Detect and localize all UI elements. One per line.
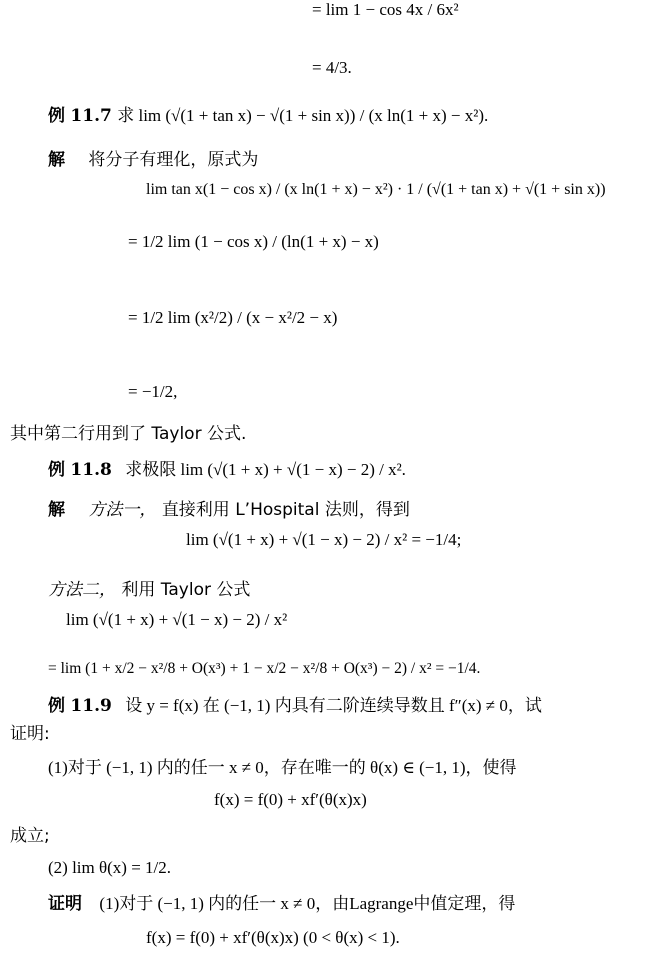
formula-line-4 [128, 232, 379, 252]
formula-line-11 [146, 928, 400, 948]
method-label: 方法二， [48, 580, 116, 600]
example-number: 11.9 [70, 696, 112, 716]
part-text: (1)对于 (−1, 1) 内的任一 x ≠ 0，存在唯一的 θ(x) ∈ (−1, 1)，使得 [48, 758, 517, 777]
proof-start [48, 894, 515, 914]
proof-label: 证明 [48, 894, 82, 914]
taylor-note [10, 424, 246, 444]
formula-text: = 4/3. [312, 58, 352, 77]
formula-line-5 [128, 308, 337, 328]
example-label: 例 [48, 696, 65, 716]
formula-line-7 [186, 530, 461, 550]
example-text: 求 lim (√(1 + tan x) − √(1 + sin x)) / (x ln(1 + x) − x²). [117, 106, 489, 125]
formula-text: = 1/2 lim (x²/2) / (x − x²/2 − x) [128, 308, 338, 327]
solution-label: 解 [48, 500, 65, 520]
solution-11-7-intro [48, 150, 258, 170]
example-11-8-statement [48, 460, 406, 480]
formula-text: lim tan x(1 − cos x) / (x ln(1 + x) − x²) · 1 / (√(1 + tan x) + √(1 + sin x)) [146, 181, 606, 198]
part-text: (2) lim θ(x) = 1/2. [48, 858, 172, 877]
part-text: 成立; [10, 826, 50, 846]
example-number: 11.8 [70, 460, 112, 480]
formula-line-3 [146, 180, 606, 199]
example-text: 证明: [10, 724, 50, 744]
part-2-statement [48, 858, 171, 878]
method-label: 方法一， [88, 500, 157, 520]
formula-text: = 1/2 lim (1 − cos x) / (ln(1 + x) − x) [128, 232, 379, 251]
formula-line-8 [66, 610, 287, 630]
formula-text: = −1/2, [128, 382, 178, 401]
formula-line-2 [312, 58, 352, 78]
formula-text: f(x) = f(0) + xf′(θ(x)x) (0 < θ(x) < 1). [146, 928, 400, 947]
method-text: 直接利用 L’Hospital 法则，得到 [161, 500, 410, 520]
formula-text: lim (√(1 + x) + √(1 − x) − 2) / x² = −1/4; [186, 530, 462, 549]
formula-text: = lim (1 + x/2 − x²/8 + O(x³) + 1 − x/2 − x²/8 + O(x³) − 2) / x² = −1/4. [48, 660, 481, 677]
example-number: 11.7 [70, 106, 112, 126]
example-label: 例 [48, 460, 65, 480]
solution-label: 解 [48, 150, 65, 170]
example-label: 例 [48, 106, 65, 126]
proof-text: (1)对于 (−1, 1) 内的任一 x ≠ 0，由Lagrange中值定理，得 [99, 894, 516, 913]
formula-line-9 [48, 660, 480, 679]
example-11-9-continuation [10, 724, 50, 744]
solution-11-8-method-1 [48, 500, 410, 520]
solution-11-8-method-2 [48, 580, 250, 600]
example-11-9-statement [48, 696, 542, 716]
formula-text: f(x) = f(0) + xf′(θ(x)x) [214, 790, 367, 809]
part-1-end [10, 826, 50, 846]
formula-line-1 [312, 0, 459, 20]
formula-line-6 [128, 382, 177, 402]
formula-text: lim (√(1 + x) + √(1 − x) − 2) / x² [66, 610, 288, 629]
example-11-7-statement [48, 106, 488, 126]
note-text: 其中第二行用到了 Taylor 公式. [10, 424, 247, 444]
example-text: 设 y = f(x) 在 (−1, 1) 内具有二阶连续导数且 f″(x) ≠ 0，试 [125, 696, 542, 715]
solution-text: 将分子有理化，原式为 [88, 150, 259, 170]
example-text: 求极限 lim (√(1 + x) + √(1 − x) − 2) / x². [125, 460, 406, 479]
part-1-statement [48, 758, 517, 778]
method-text: 利用 Taylor 公式 [121, 580, 251, 600]
formula-line-10 [214, 790, 367, 810]
formula-text: = lim 1 − cos 4x / 6x² [312, 0, 459, 19]
